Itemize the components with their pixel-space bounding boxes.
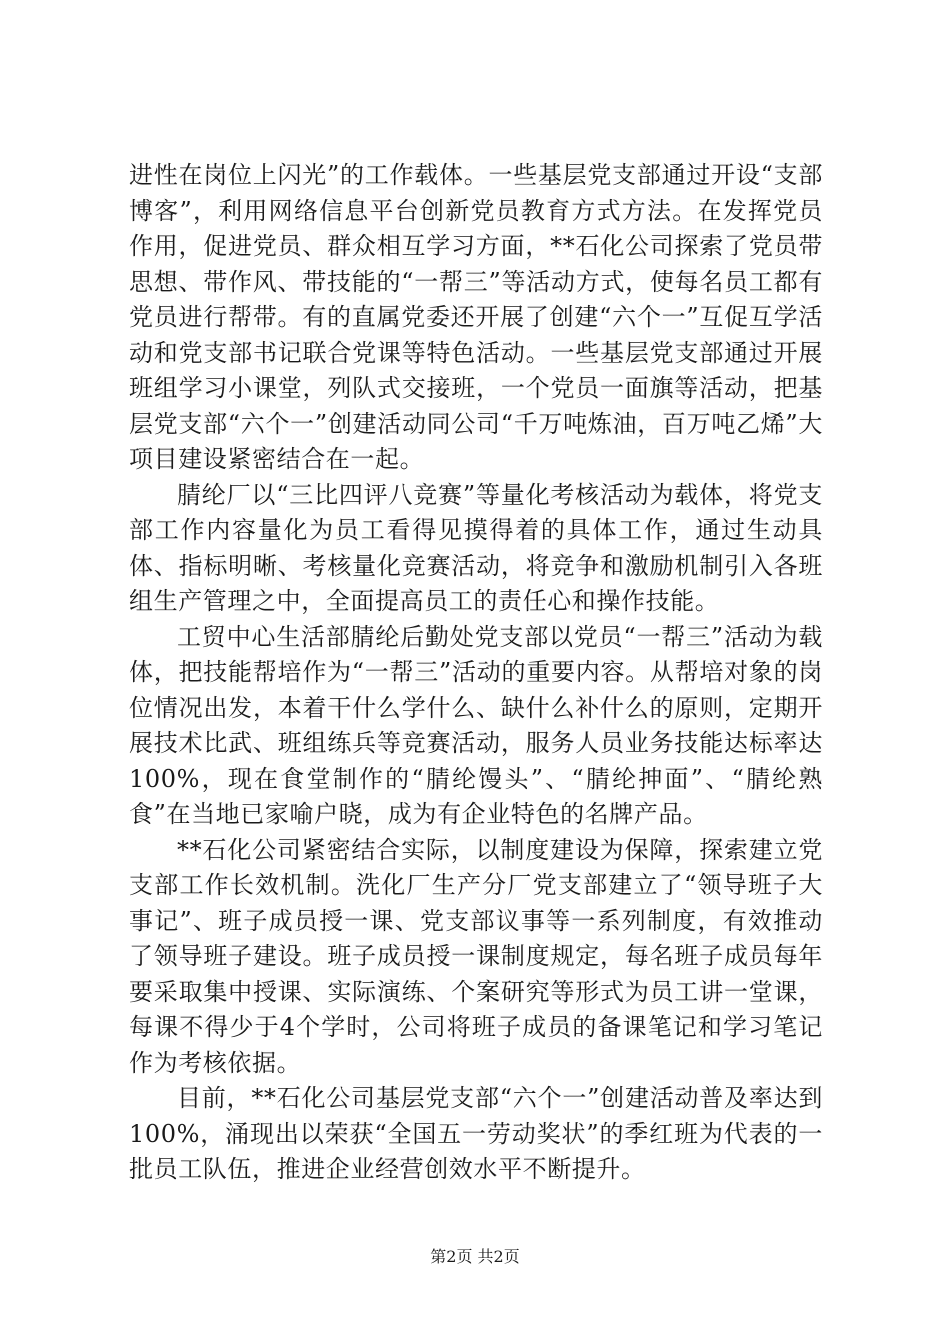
- document-body: [129, 158, 823, 1188]
- paragraph-2: 腈纶厂以“三比四评八竞赛”等量化考核活动为载体，将党支部工作内容量化为员工看得见摸得着的具体工作，通过生动具体、指标明晰、考核量化竞赛活动，将竞争和激励机制引入各班组生产管理之中，全面提高员工的责任心和操作技能。: [129, 480, 823, 615]
- paragraph-3: 工贸中心生活部腈纶后勤处党支部以党员“一帮三”活动为载体，把技能帮培作为“一帮三”活动的重要内容。从帮培对象的岗位情况出发，本着干什么学什么、缺什么补什么的原则，定期开展技术比武、班组练兵等竞赛活动，服务人员业务技能达标率达100%，现在食堂制作的“腈纶馒头”、“腈纶抻面”、“腈纶熟食”在当地已家喻户晓，成为有企业特色的名牌产品。: [129, 622, 823, 828]
- paragraph-5: 目前，**石化公司基层党支部“六个一”创建活动普及率达到100%，涌现出以荣获“全国五一劳动奖状”的季红班为代表的一批员工队伍，推进企业经营创效水平不断提升。: [129, 1084, 823, 1183]
- page-footer: 第2页 共2页: [430, 1247, 520, 1266]
- paragraph-1: 进性在岗位上闪光”的工作载体。一些基层党支部通过开设“支部博客”，利用网络信息平台创新党员教育方式方法。在发挥党员作用，促进党员、群众相互学习方面，**石化公司探索了党员带思想、带作风、带技能的“一帮三”等活动方式，使每名员工都有党员进行帮带。有的直属党委还开展了创建“六个一”互促互学活动和党支部书记联合党课等特色活动。一些基层党支部通过开展班组学习小课堂，列队式交接班，一个党员一面旗等活动，把基层党支部“六个一”创建活动同公司“千万吨炼油，百万吨乙烯”大项目建设紧密结合在一起。: [129, 161, 823, 473]
- paragraph-4: **石化公司紧密结合实际，以制度建设为保障，探索建立党支部工作长效机制。洗化厂生产分厂党支部建立了“领导班子大事记”、班子成员授一课、党支部议事等一系列制度，有效推动了领导班子建设。班子成员授一课制度规定，每名班子成员每年要采取集中授课、实际演练、个案研究等形式为员工讲一堂课，每课不得少于4个学时，公司将班子成员的备课笔记和学习笔记作为考核依据。: [129, 835, 823, 1077]
